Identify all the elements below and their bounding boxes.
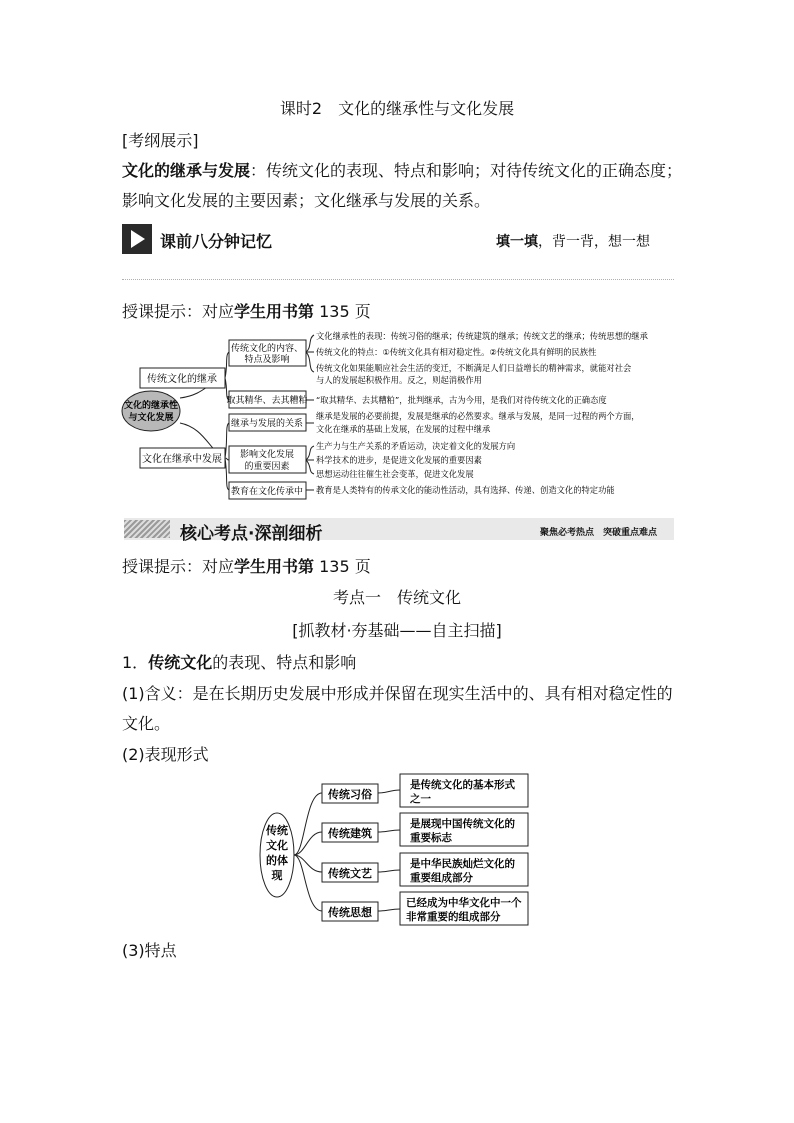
definition-line-2: 文化。	[122, 714, 171, 733]
form-desc-3-line1: 是中华民族灿烂文化的	[410, 858, 515, 870]
forms-link-2	[378, 830, 400, 832]
hint-2	[122, 554, 371, 577]
branch-bottom-label: 文化在继承中发展	[142, 454, 222, 465]
sub-bot2-line1: 影响文化发展	[239, 450, 295, 460]
leaf-5-line1: 继承是发展的必要前提，发展是继承的必然要求。继承与发展，是同一过程的两个方面，	[316, 411, 640, 421]
form-name-2: 传统建筑	[328, 827, 372, 840]
forms-root-2: 文化	[266, 839, 288, 852]
hint1-suffix: 135 页	[314, 302, 371, 321]
sub-bot3-label: 教育在文化传承中	[230, 487, 304, 497]
sub-bot2-line2: 的重要因素	[244, 462, 290, 472]
form-desc-2-line2: 重要标志	[410, 832, 452, 844]
form-name-4: 传统思想	[328, 906, 372, 919]
kaodian-heading: 考点一 传统文化	[332, 588, 461, 607]
form-name-3: 传统文艺	[328, 867, 372, 880]
item1-num: 1．	[122, 653, 149, 672]
connector-bot2-leaf8	[306, 460, 314, 474]
section2-right: 聚焦必考热点 突破重点难点	[540, 528, 658, 538]
hint2-suffix: 135 页	[314, 557, 371, 576]
leaf-1: 文化继承性的表现：传统习俗的继承；传统建筑的继承；传统文艺的继承；传统思想的继承	[316, 331, 648, 341]
center-line-2: 与文化发展	[128, 413, 174, 423]
forms-link-3	[378, 870, 400, 872]
forms-link-4	[378, 909, 400, 911]
leaf-3-line2: 与人的发展起积极作用。反之，则起消极作用	[316, 375, 482, 385]
item1-rest: 的表现、特点和影响	[212, 653, 357, 672]
branch-top-label: 传统文化的继承	[147, 374, 217, 385]
leaf-2: 传统文化的特点：①传统文化具有相对稳定性。②传统文化具有鲜明的民族性	[316, 347, 597, 357]
form-desc-1-line2: 之一	[410, 793, 431, 805]
center-ellipse	[122, 391, 180, 431]
section1-right-rest: ，背一背，想一想	[538, 234, 650, 250]
section1-title: 课前八分钟记忆	[160, 232, 273, 251]
forms-connector-4	[294, 855, 322, 911]
leaf-7: 科学技术的进步，是促进文化发展的重要因素	[316, 455, 482, 465]
sub-top1-line2: 特点及影响	[244, 355, 290, 365]
outline-rest: ：传统文化的表现、特点和影响；对待传统文化的正确态度；	[250, 161, 683, 180]
leaf-8: 思想运动往往催生社会变革，促进文化发展	[316, 469, 474, 479]
leaf-4: “取其精华、去其糟粕”，批判继承，古为今用，是我们对待传统文化的正确态度	[316, 395, 607, 405]
center-line-1: 文化的继承性	[123, 401, 179, 411]
section2-title: 核心考点·深剖细析	[180, 524, 323, 544]
sub-top1-line1: 传统文化的内容、	[230, 344, 304, 354]
definition-line-1: (1)含义：是在长期历史发展中形成并保留在现实生活中的、具有相对稳定性的	[122, 684, 673, 703]
hint1-prefix: 授课提示：对应	[122, 302, 235, 321]
item-1	[122, 650, 356, 673]
leaf-5-line2: 文化在继承的基础上发展，在发展的过程中继承	[316, 424, 491, 434]
hint2-bold: 学生用书第	[234, 557, 315, 576]
leaf-3-line1: 传统文化如果能顺应社会生活的变迁，不断满足人们日益增长的精神需求，就能对社会	[316, 363, 632, 373]
section2-hatch	[124, 520, 170, 538]
forms-connector-1	[294, 793, 322, 855]
outline-line-2: 影响文化发展的主要因素；文化继承与发展的关系。	[122, 191, 491, 210]
lesson-title: 课时2 文化的继承性与文化发展	[279, 99, 515, 118]
forms-root-3: 的体	[266, 854, 288, 867]
sub-top2-label: 取其精华、去其糟粕	[226, 396, 308, 406]
forms-label: (2)表现形式	[122, 745, 209, 764]
forms-link-1	[378, 790, 400, 793]
sub-bot1-label: 继承与发展的关系	[230, 419, 304, 429]
form-desc-1-line1: 是传统文化的基本形式	[410, 779, 515, 791]
hint2-prefix: 授课提示：对应	[122, 557, 235, 576]
connector-bot2-leaf6	[306, 446, 314, 460]
zhua-heading: [抓教材·夯基础——自主扫描]	[292, 621, 502, 640]
leaf-6: 生产力与生产关系的矛盾运动，决定着文化的发展方向	[316, 441, 516, 451]
connector-bot-sub3	[225, 458, 229, 490]
form-desc-4-line1: 已经成为中华文化中一个	[406, 897, 522, 909]
form-desc-3-line2: 重要组成部分	[410, 872, 473, 884]
form-desc-4-line2: 非常重要的组成部分	[406, 911, 501, 923]
leaf-9: 教育是人类特有的传承文化的能动性活动，具有选择、传递、创造文化的特定功能	[316, 485, 615, 495]
item1-bold: 传统文化	[148, 653, 213, 672]
forms-diagram	[0, 760, 794, 940]
connector-sub1-leaf1	[306, 335, 314, 352]
connector-sub1-leaf3	[306, 352, 314, 372]
connector-bot-sub1	[225, 423, 229, 458]
traits-label: (3)特点	[122, 941, 177, 960]
form-desc-2-line1: 是展现中国传统文化的	[410, 818, 515, 830]
mindmap	[0, 0, 794, 520]
hint1-bold: 学生用书第	[234, 302, 315, 321]
connector-top-sub1	[225, 352, 229, 378]
forms-root-1: 传统	[266, 824, 288, 837]
outline-bold: 文化的继承与发展	[122, 161, 251, 180]
outline-label: [考纲展示]	[122, 131, 199, 150]
section1-right-bold: 填一填	[496, 234, 538, 250]
form-name-1: 传统习俗	[328, 788, 372, 801]
forms-root-4: 现	[271, 869, 283, 882]
